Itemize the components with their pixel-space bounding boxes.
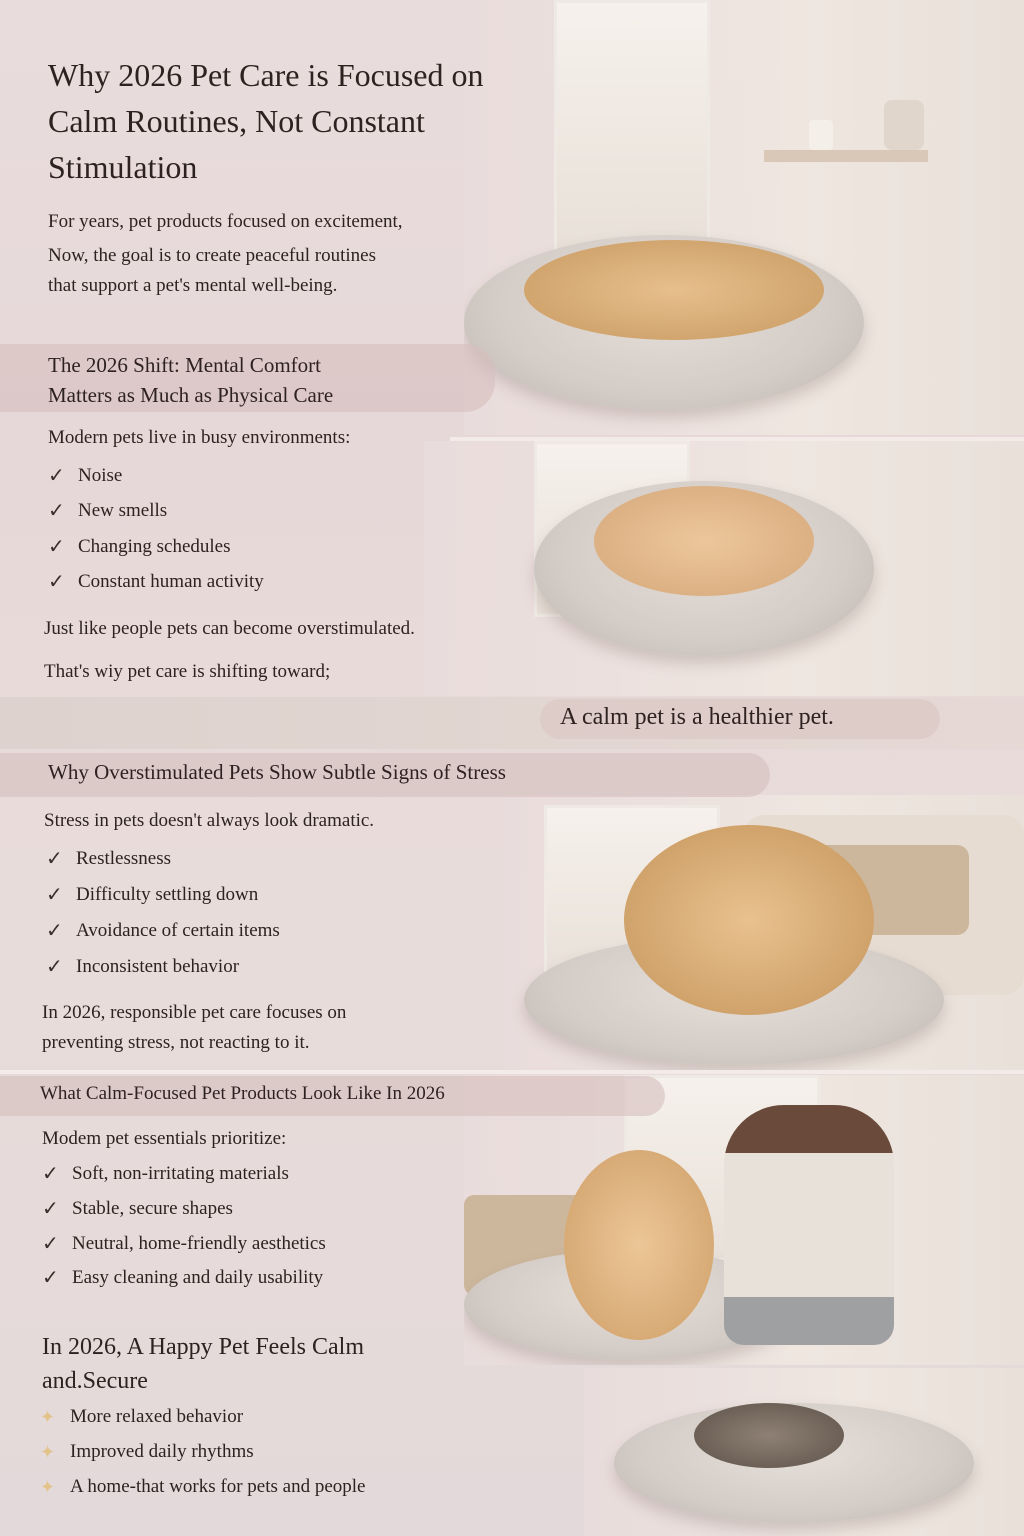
divider [0, 1070, 1024, 1074]
heading-line: and.Secure [42, 1368, 148, 1394]
title-line: Stimulation [48, 149, 198, 185]
products-heading: What Calm-Focused Pet Products Look Like In 2026 [40, 1083, 445, 1104]
check-icon: ✓ [48, 536, 65, 558]
item-label: New smells [78, 499, 168, 521]
shift-lead: Modern pets live in busy environments: [48, 427, 351, 448]
golden-retriever [564, 1150, 714, 1340]
cat [594, 486, 814, 596]
check-icon: ✓ [46, 920, 63, 942]
scene-dog-sleeping [464, 0, 1024, 435]
candle [809, 120, 833, 150]
check-icon: ✓ [42, 1198, 59, 1220]
tabby-cat [694, 1403, 844, 1468]
item-label: Easy cleaning and daily usability [72, 1266, 324, 1288]
check-icon: ✓ [42, 1233, 59, 1255]
item-label: Difficulty settling down [76, 883, 259, 905]
note-line: preventing stress, not reacting to it. [42, 1032, 310, 1053]
checklist-item [46, 918, 280, 943]
item-label: Avoidance of certain items [76, 919, 280, 941]
checklist-item [42, 1161, 289, 1186]
scene-woman-with-dog [464, 1075, 1024, 1365]
checklist-item [48, 569, 264, 594]
sparkle-item [40, 1441, 254, 1463]
item-label: A home-that works for pets and people [70, 1476, 366, 1497]
item-label: Stable, secure shapes [72, 1197, 233, 1219]
plant-pot [884, 100, 924, 150]
check-icon: ✓ [48, 500, 65, 522]
check-icon: ✓ [42, 1163, 59, 1185]
heading-line: Matters as Much as Physical Care [48, 383, 334, 407]
title-line: Why 2026 Pet Care is Focused on [48, 57, 484, 93]
check-icon: ✓ [46, 956, 63, 978]
checklist-item [48, 498, 167, 523]
checklist-item [42, 1265, 323, 1290]
intro [48, 205, 403, 303]
happy-heading [42, 1330, 364, 1398]
checklist-item [48, 534, 231, 559]
item-label: More relaxed behavior [70, 1406, 244, 1427]
shift-note: Just like people pets can become overstimulated. [44, 618, 415, 639]
sparkle-icon: ✦ [40, 1406, 56, 1427]
products-lead: Modem pet essentials prioritize: [42, 1128, 287, 1149]
checklist-item [48, 463, 122, 488]
table [764, 150, 928, 162]
woman [724, 1105, 894, 1345]
checklist-item [46, 954, 239, 979]
check-icon: ✓ [46, 884, 63, 906]
checklist-item [42, 1231, 326, 1256]
checklist-item [46, 882, 258, 907]
stress-note [42, 998, 346, 1058]
stress-heading: Why Overstimulated Pets Show Subtle Signs of Stress [48, 760, 506, 784]
item-label: Restlessness [76, 847, 171, 869]
item-label: Constant human activity [78, 570, 264, 592]
item-label: Neutral, home-friendly aesthetics [72, 1232, 326, 1254]
check-icon: ✓ [48, 571, 65, 593]
heading-line: In 2026, A Happy Pet Feels Calm [42, 1334, 364, 1360]
sparkle-icon: ✦ [40, 1441, 56, 1462]
intro-line: Now, the goal is to create peaceful routines [48, 245, 376, 266]
item-label: Improved daily rhythms [70, 1441, 254, 1462]
title-line: Calm Routines, Not Constant [48, 103, 425, 139]
shift-note: That's wiy pet care is shifting toward; [44, 661, 331, 682]
item-label: Changing schedules [78, 535, 231, 557]
intro-line: For years, pet products focused on excitement, [48, 211, 403, 232]
sparkle-item [40, 1476, 365, 1498]
item-label: Inconsistent behavior [76, 955, 240, 977]
check-icon: ✓ [48, 465, 65, 487]
scene-cat-sleeping [424, 441, 1024, 696]
item-label: Soft, non-irritating materials [72, 1162, 289, 1184]
note-line: In 2026, responsible pet care focuses on [42, 1002, 347, 1023]
checklist-item [46, 846, 171, 871]
heading-line: The 2026 Shift: Mental Comfort [48, 353, 321, 377]
golden-retriever [524, 240, 824, 340]
intro-line: that support a pet's mental well-being. [48, 275, 338, 296]
scene-tabby-cat [584, 1368, 1024, 1536]
quote-text: A calm pet is a healthier pet. [560, 704, 834, 730]
item-label: Noise [78, 464, 123, 486]
check-icon: ✓ [46, 848, 63, 870]
checklist-item [42, 1196, 233, 1221]
scene-dog-resting [504, 795, 1024, 1070]
golden-retriever [624, 825, 874, 1015]
sparkle-item [40, 1406, 243, 1428]
check-icon: ✓ [42, 1267, 59, 1289]
window [554, 0, 710, 256]
sparkle-icon: ✦ [40, 1476, 56, 1497]
shift-heading [48, 350, 333, 410]
stress-lead: Stress in pets doesn't always look dramatic. [44, 810, 375, 831]
page-title [48, 52, 484, 190]
